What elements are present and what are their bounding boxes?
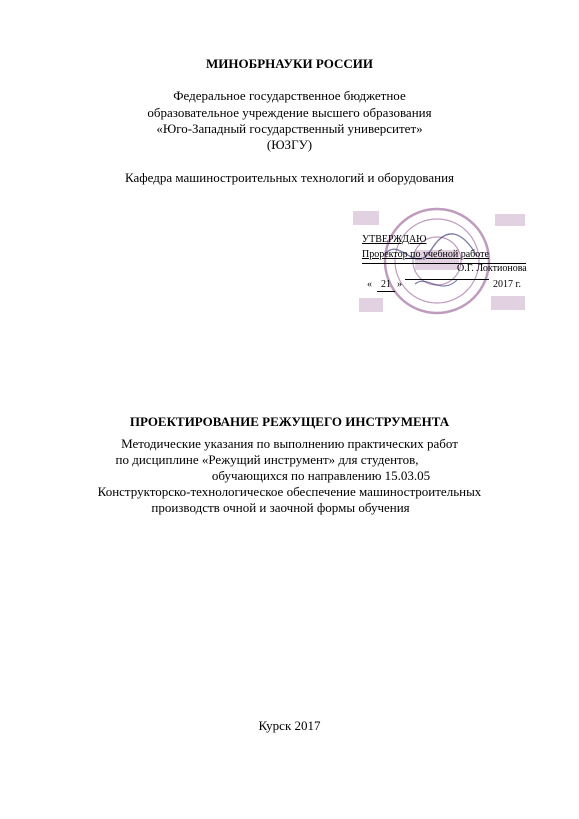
- approval-label: УТВЕРЖДАЮ: [362, 234, 427, 245]
- description-line-2: по дисциплине «Режущий инструмент» для студентов,: [115, 452, 419, 467]
- description-line-4: Конструкторско-технологическое обеспечение машиностроительных: [97, 484, 482, 499]
- date-close-quote: »: [397, 279, 402, 290]
- organization-line-2: образовательное учреждение высшего образования: [147, 105, 432, 120]
- ministry-title: МИНОБРНАУКИ РОССИИ: [206, 56, 373, 71]
- date-month-line: [405, 279, 489, 280]
- department-name: Кафедра машиностроительных технологий и оборудования: [124, 170, 455, 185]
- date-year: 2017 г.: [493, 279, 521, 290]
- date-day: 21: [377, 279, 395, 292]
- description-line-1: Методические указания по выполнению практических работ: [121, 436, 458, 451]
- description-line-5: производств очной и заочной формы обучения: [151, 500, 410, 515]
- approver-position: Проректор по учебной работе: [362, 249, 489, 260]
- description-line-3: обучающихся по направлению 15.03.05: [211, 468, 431, 483]
- organization-abbreviation: (ЮЗГУ): [266, 137, 313, 152]
- date-open-quote: «: [367, 279, 372, 290]
- approver-name: О.Г. Локтионова: [457, 263, 527, 274]
- document-title: ПРОЕКТИРОВАНИЕ РЕЖУЩЕГО ИНСТРУМЕНТА: [129, 414, 450, 429]
- approval-block: [345, 206, 535, 322]
- city-year: Курск 2017: [258, 718, 321, 733]
- organization-line-1: Федеральное государственное бюджетное: [173, 88, 406, 103]
- organization-line-3: «Юго-Западный государственный университет»: [156, 121, 423, 136]
